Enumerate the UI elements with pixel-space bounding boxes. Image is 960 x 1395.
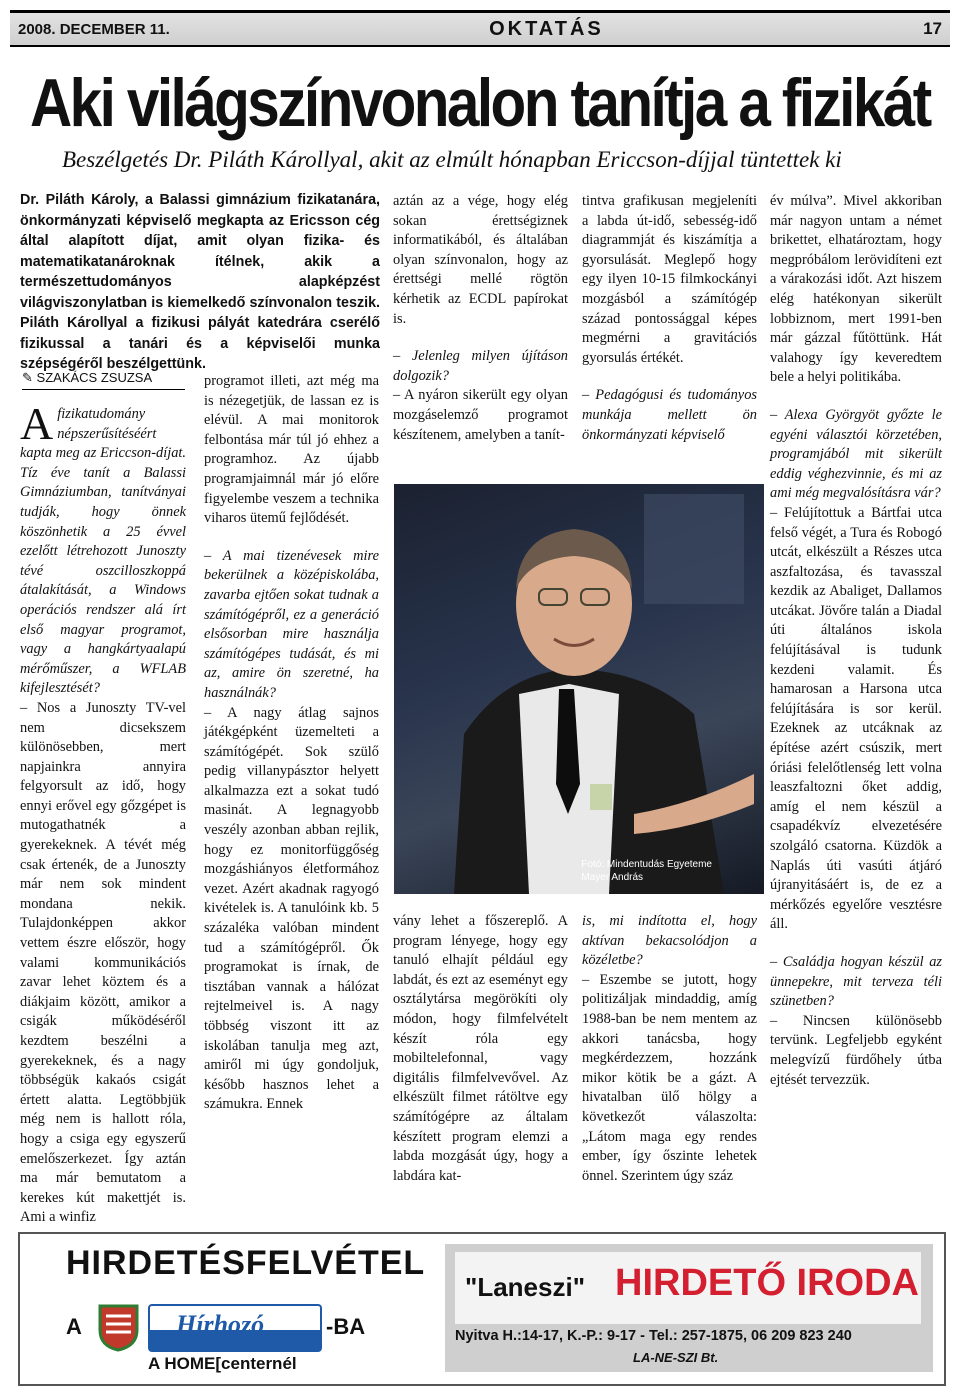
ad-office-title: HIRDETŐ IRODA: [615, 1262, 919, 1304]
question-4-cont: is, mi indította el, hogy aktívan bekacsolódjon a közéletbe?: [582, 913, 757, 969]
answer-2-cont: aztán az a vége, hogy elég sokan érettségiznek informatikából, és általában olyan színvonalon, hogy az érettségi mellé rögtön kérhetik az ECDL papírokat is.: [393, 193, 568, 327]
column-4-bottom: [582, 912, 757, 1186]
ad-footer: A HOME[centernél: [148, 1354, 297, 1373]
photo-credit: [581, 858, 712, 884]
lead-paragraph: Dr. Piláth Károly, a Balassi gimnázium fizikatanára, önkormányzati képviselő megkapta az Ericsson cég által alapított díjat, amit olyan fizika- és matematikatanároknak ítélnek, akik a természettudományos alapképzést világviszonylatban is kiemelkedő színvonalon teszik. Piláth Károllyal a fizikusi pályát katedrára cserélő fizikussal a tanári és a képviselői munka szépségéről beszélgettünk.: [20, 192, 380, 372]
page-number: 17: [923, 19, 942, 38]
ad-prefix: A: [66, 1314, 82, 1339]
portrait-illustration: [394, 484, 764, 894]
hirhozo-logo: [148, 1304, 322, 1352]
byline: [22, 370, 185, 390]
answer-5: – Felújítottuk a Bártfai utca felső végét, a Tura és Robogó utcát, elkészült a Részes utca aszfaltozása, és tavasszal kezdik az Abaliget, Dallamos utcákat. Jövőre talán a Diadal úti általános iskola felújításával is tudunk kezdeni valamit. És hamarosan a Harsona utca felújítására is sor kerül. Ezeknek az utcáknak az építése azért csúszik, mert óriási felelőtlenség lett volna leaszfaltozni őket addig, amíg el nem készül a csapadékvíz elvezetésére szolgáló csatorna. Küzdök a Naplás úti vasúti átjáró újranyitásáért is, de ez a mérkőzés egyelőre vesztésre áll.: [770, 504, 942, 933]
ad-laneszi: [445, 1244, 933, 1372]
answer-3-end: vány lehet a főszereplő. A program lényege, hogy egy tanuló elhajít például egy labdát, és ezt az eseményt egy osztálytársa megörökíti oly módon, hogy filmfelvételt készít róla egy mobiltelefonnal, vagy digitális filmfelvevővel. Az elkészült filmet rátöltve egy számítógépre az általam készített program elemzi a labda mozgását úgy, hogy a labdára kat-: [393, 913, 568, 1184]
hirhozo-logo-text: Hírhozó: [176, 1310, 265, 1339]
ad-hirhozo: [66, 1244, 426, 1379]
ad-suffix: -BA: [326, 1314, 366, 1339]
question-5: – Alexa Györgyöt győzte le egyéni választói körzetében, programjából mit sikerült eddig véghezvinnie, és mi az ami még megvalósításra vár?: [770, 406, 942, 502]
ad-company: LA-NE-SZI Bt.: [633, 1350, 719, 1365]
issue-date: 2008. DECEMBER 11.: [18, 20, 170, 38]
column-2: [204, 372, 379, 1115]
column-3-bottom: [393, 912, 568, 1186]
answer-3-cont: tintva grafikusan megjeleníti a labda út-idő, sebesség-idő diagrammját és kiszámítja a gyorsulását. Meglepő hogy egy ilyen 10-15 filmkockányi mozgásból a számítógép század pontossággal képes megmérni a gravitációs gyorsulás értékét.: [582, 193, 757, 366]
dropcap: A: [20, 398, 54, 449]
question-6: – Családja hogyan készül az ünnepekre, mit terveza téli szünetben?: [770, 953, 942, 1010]
header-bar: [10, 10, 950, 47]
portrait-photo: [394, 484, 764, 894]
answer-4-cont: év múlva”. Mivel akkoriban már nagyon untam a német brikettet, elhatároztam, hogy megpróbálom lerövidíteni ezt a várakozási időt. Azt hiszem elég hatékonyan sikerült lobbiznom, mert 1991-ben már gázzal fűtöttünk. Hát valahogy így keveredtem bele a helyi politikába.: [770, 193, 942, 386]
ad-title: HIRDETÉSFELVÉTEL: [66, 1244, 426, 1282]
answer-3: – A nyáron sikerült egy olyan mozgáselemző programot készítenem, amelyben a tanít-: [393, 387, 568, 443]
advertisement-box: [18, 1232, 946, 1386]
column-5: [770, 192, 942, 1090]
answer-2: – A nagy átlag sajnos játékgépként üzemelteti a számítógépét. Sok szülő pedig villanypásztor helyett alkalmazza ezt a sokat tudó masinát. A legnagyobb veszély azonban abban rejlik, hogy ez monitorfüggőség mozgáshiányos életformához vezet. Azért akadnak ragyogó kivételek is. A tanulóink kb. 5 százaléka valóban mindent tud a számítógépről. Ők programokat is írnak, de tisztában vannak a hálózat rejtelmeivel is. A nagy többség viszont itt az iskolában tanulja meg azt, amiről mi úgy gondoljuk, később hasznos lehet a számukra. Ennek: [204, 704, 379, 1113]
coat-of-arms-icon: [96, 1302, 141, 1352]
column-1: [20, 398, 186, 1228]
answer-4: – Eszembe se jutott, hogy politizáljak mindaddig, amíg 1988-ban be nem mentem az akkori tanácsba, hogy megkérdezzem, hozzánk mikor kötik be a gázt. A hivatalban ülő hölgy a következőt válaszolta: „Látom maga egy rendes ember, így őszinte lehetek önnel. Szerintem úgy száz: [582, 971, 757, 1184]
section-title: OKTATÁS: [489, 17, 604, 40]
column-3-top: [393, 192, 568, 445]
answer-6: – Nincsen különösebb tervünk. Legfeljebb egyként melegvízű fürdőhely útba ejtését tervezzük.: [770, 1012, 942, 1088]
ad-company-name: "Laneszi": [465, 1272, 586, 1302]
headline: Aki világszínvonalon tanítja a fizikát: [30, 65, 930, 141]
question-1: fizikatudomány népszerűsítéséért kapta meg az Ericcson-díjat. Tíz éve tanít a Balassi Gimnáziumban, tanítványai tudják, hogy önnek köszönhetik a 25 évvel ezelőtt létrehozott Junoszty tévé oszcilloszkoppá átalakítását, a Windows operációs rendszer alá írt első magyar programot, vagy a hangkártyaalapú mérőműszer, a WFLAB kifejlesztését?: [20, 406, 186, 697]
ad-hours: Nyitva H.:14-17, K.-P.: 9-17 - Tel.: 257-1875, 06 209 823 240: [455, 1328, 852, 1344]
question-2: – A mai tizenévesek mire bekerülnek a középiskolába, zavarba ejtően sokat tudnak a számítógépről, ez a generáció elsősorban mire használja számítógépes tudását, és mi az, amire ön szeretné, ha használnák?: [204, 547, 379, 701]
question-3: – Jelenleg milyen újításon dolgozik?: [393, 348, 568, 384]
ad-logo-row: [66, 1302, 406, 1352]
column-4-top: [582, 192, 757, 445]
photo-credit-line-1: Fotó: Mindentudás Egyeteme: [581, 859, 712, 870]
question-4: – Pedagógusi és tudományos munkája mellett ön önkormányzati képviselő: [582, 387, 757, 443]
ad-laneszi-top: [455, 1252, 921, 1324]
photo-credit-line-2: Mayer András: [581, 872, 644, 883]
author-name: SZAKÁCS ZSUZSA: [36, 370, 153, 385]
answer-1: – Nos a Junoszty TV-vel nem dicsekszem különösebben, mert napjainkra annyira felgyorsult az idő, hogy ennyi erővel egy gőzgépet is mutogathatnék a gyerekeknek. A tévét még csak értenék, de a Junoszty már nem sok mindent mondana nekik. Tulajdonképpen akkor vettem észre először, hogy valami kommunikációs zavar lehet köztem és a diákjaim között, amikor a csigák működéséről kezdtem beszélni a gyerekeknek, és a nagy többségük kakaós csigát értett alatta. Legtöbbjük még nem is hallott róla, hogy a csiga egy egyszerű emelőszerkezet. Így aztán ma már bemutatom a kerekes kút makettjét is. Ami a winfiz: [20, 699, 186, 1226]
subtitle: Beszélgetés Dr. Piláth Károllyal, akit az elmúlt hónapban Ericcson-díjjal tüntettek ki: [62, 147, 842, 172]
answer-1-cont: programot illeti, azt még ma is nézegetjük, de lassan ez is elévül. A mai monitorok felbontása már túl jó ehhez a programhoz. Az újabb programjaimnál már jó előre figyelembe veszem a technika viharos ütemű fejlődését.: [204, 373, 379, 527]
pen-icon: ✎: [22, 370, 33, 385]
